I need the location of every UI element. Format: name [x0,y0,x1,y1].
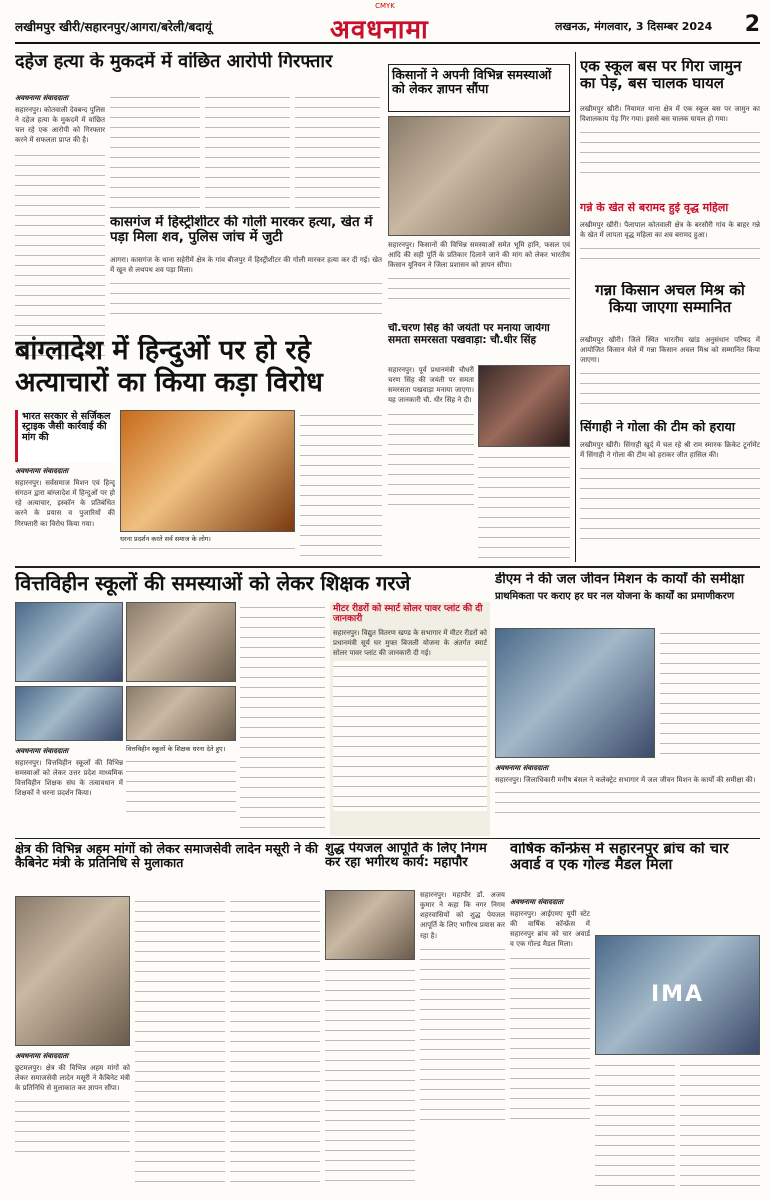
mussoorie-photo [15,896,130,1046]
kisan-headline: किसानों ने अपनी विभिन्न समस्याओं को लेकर ज्ञापन सौंपा [392,67,552,96]
school-photo-3 [15,686,123,741]
gunna-headline-area [580,282,760,332]
conference-lead: सहारनपुर। आईएमए यूपी स्टेट की वार्षिक कॉन्फ्रेंस में सहारनपुर ब्रांच को चार अवार्ड व एक गोल्ड मैडल मिला। [510,910,590,949]
school-caption-area [126,745,236,835]
mussoorie-lead: छुटमलपुर। क्षेत्र की विभिन्न अहम मांगों को लेकर समाजसेवी लादेन मसूरी ने कैबिनेट मंत्री के प्रतिनिधि से मुलाकात कर ज्ञापन सौंपा। [15,1064,130,1093]
bus-body [580,104,760,200]
gunna-text [580,368,760,408]
singahi-text [580,463,760,543]
mussoorie-text [15,1096,130,1156]
dm-lead: सहारनपुर। जिलाधिकारी मनीष बंसल ने कलेक्ट्रेट सभागार में जल जीवन मिशन के कार्यों की समीक्षा की। [495,776,756,784]
gunna-lead: लखीमपुर खीरी। जिले स्थित भारतीय खांड अनुसंधान परिषद में आयोजित किसान मेले में गन्ना किसान अचल मिश्र को सम्मानित किया जाएगा। [580,336,760,365]
section-divider [15,566,760,568]
singahi-headline: सिंगाही ने गोला की टीम को हराया [580,420,736,434]
shooting-body [110,255,382,335]
chaudhary-headline: चौ.चरण सिंह की जयंती पर मनाया जायेगा समता समरसता पखवाड़ा: चौ.धीर सिंह [388,323,550,346]
water-lead: सहारनपुर। महापौर डॉ. अजय कुमार ने कहा कि नगर निगम शहरवासियों को शुद्ध पेयजल आपूर्ति के लिए भगीरथ प्रयास कर रहा है। [420,891,505,940]
newspaper-logo: अवधनामा [330,15,429,44]
chaudhary-text [388,409,474,509]
bangladesh-photo [120,410,295,532]
dowry-lead: सहारनपुर। कोतवाली देवबन्द पुलिस ने दहेज हत्या के मुकदमें में वांछित चल रहे एक आरोपी को गिरफ्तार करने में सफलता प्राप्त की है। [15,106,105,145]
school-headline: वित्तविहीन स्कूलों की समस्याओं को लेकर शिक्षक गरजे [15,572,411,595]
bangladesh-caption-text [120,543,295,555]
body-headline-area [580,202,760,218]
water-text-col-2 [325,965,415,1188]
mussoorie-byline: अवधनामा संवाददाता [15,1052,69,1060]
dowry-byline: अवधनामा संवाददाता [15,94,69,102]
dowry-text-column-2 [110,92,200,212]
singahi-headline-area [580,420,760,438]
shooting-text [110,278,382,318]
bus-lead: लखीमपुर खीरी। नियामत थाना क्षेत्र में एक स्कूल बस पर जामुन का विशालकाय पेड़ गिर गया। इससे बस चालक घायल हो गया। [580,105,760,124]
singahi-lead: लखीमपुर खीरी। सिंगाही खुर्द में चल रहे श्री राम स्मारक क्रिकेट टूर्नामेंट में सिंगाही ने गोला की टीम को हराकर जीत हासिल की। [580,441,760,460]
bangladesh-headline: बांग्लादेश में हिन्दुओं पर हो रहे अत्याचारों का किया कड़ा विरोध [15,335,323,399]
chaudhary-body [388,365,474,560]
page-number: 2 [744,12,760,37]
bangladesh-sidebar-text: भारत सरकार से सर्जिकल स्ट्राइक जैसी कार्रवाई की मांग की [22,411,111,443]
bus-text [580,127,760,177]
dateline: लखनऊ, मंगलवार, 3 दिसम्बर 2024 [555,20,713,33]
conference-photo [595,935,760,1055]
mussoorie-body [15,1050,130,1188]
dm-byline: अवधनामा संवाददाता [495,764,549,772]
school-photo-2 [126,602,236,682]
dm-headline: डीएम ने की जल जीवन मिशन के कार्यों की समीक्षा [495,572,745,587]
section-divider-2 [15,838,760,839]
kisan-photo [388,116,570,236]
dowry-story-headline-area [15,52,380,78]
masthead [15,10,760,44]
solar-box [330,602,490,836]
kisan-body [388,240,570,320]
conference-headline: वार्षिक कॉन्फ्रेंस में सहारनपुर ब्रांच को चार अवार्ड व एक गोल्ड मैडल मिला [510,842,729,873]
school-headline-area [15,572,490,598]
body-text [580,243,760,265]
mussoorie-headline: क्षेत्र की विभिन्न अहम मांगों को लेकर समाजसेवी लादेन मसूरी ने की कैबिनेट मंत्री के प्रतिनिधि से मुलाकात [15,842,318,870]
chaudhary-portrait [478,365,570,447]
kisan-headline-box [388,64,570,112]
conference-byline: अवधनामा संवाददाता [510,898,564,906]
bangladesh-byline: अवधनामा संवाददाता [15,467,69,475]
conference-text [510,953,590,1123]
kisan-lead: सहारनपुर। किसानों की विभिन्न समस्याओं समेत भूमि हानि, फसल एवं आदि की सही पूर्ति के प्रतिकार दिलाने जाने की मांग को लेकर भारतीय किसान यूनियन ने जिला प्रशासन को ज्ञापन सौंपा। [388,241,570,270]
dm-text-col-1 [660,628,760,758]
mussoorie-headline-area [15,842,320,892]
body-headline: गन्ने के खेत से बरामद हुई वृद्ध महिला [580,202,729,214]
mussoorie-text-col-3 [230,896,320,1188]
bangladesh-lead: सहारनपुर। सर्वसमाज मिशन एवं हिन्दू संगठन द्वारा बांग्लादेश में हिन्दुओं पर हो रहे अत्याचार, इस्कॉन के प्रतिबंधित करने के प्रयास व पुजारियों की गिरफ्तारी का विरोध किया गया। [15,479,115,528]
dm-photo [495,628,655,758]
cmyk-marker: CMYK [375,2,395,10]
bus-headline-area [580,58,760,102]
conference-text-col-3 [680,1060,760,1188]
dowry-headline: दहेज हत्या के मुकदमें में वांछित आरोपी गिरफ्तार [15,52,333,72]
body-lead: लखीमपुर खीरी। पैलापाल कोतवाली क्षेत्र के बरसौरी गांव के बाहर गन्ने के खेत में लापता वृद्ध महिला का शव बरामद हुआ। [580,221,760,240]
solar-headline: मीटर रीडरों को स्मार्ट सोलर पावर प्लांट की दी जानकारी [333,604,483,624]
water-headline: शुद्ध पेयजल आपूर्ति के लिए निगम कर रहा भगीरथ कार्य: महापौर [325,842,487,871]
conference-body [510,896,590,1188]
water-headline-area [325,842,505,886]
dowry-text-columns [15,150,105,360]
school-caption: वित्तविहीन स्कूलों के शिक्षक धरना देते हुए। [126,745,226,753]
shooting-headline-area [110,215,382,251]
column-divider [575,52,576,562]
conference-text-col-2 [595,1060,675,1188]
bangladesh-sidebar [15,410,115,462]
kisan-text [388,273,570,303]
shooting-lead: आगरा। कासगंज के थाना सहेरीमें क्षेत्र के गांव बीजपुर में हिस्ट्रीशीटर की गोली मारकर हत्या कर दी गई। खेत में खून से लथपथ शव पड़ा मिला। [110,256,382,275]
solar-text [333,661,487,811]
school-text-2 [126,756,236,816]
school-photo-1 [15,602,123,682]
water-text [420,944,505,1124]
mussoorie-text-col-2 [135,896,225,1188]
school-photo-4 [126,686,236,741]
edition-list: लखीमपुर खीरी/सहारनपुर/आगरा/बरेली/बदायूं [15,20,212,34]
dm-text [495,787,760,817]
chaudhary-text-col-2 [478,452,570,560]
singahi-body [580,440,760,562]
bangladesh-headline-area [15,335,383,405]
body-story-body [580,220,760,278]
chaudhary-lead: सहारनपुर। पूर्व प्रधानमंत्री चौधरी चरण सिंह की जयंती पर समता समरसता पखवाड़ा मनाया जाएगा। यह जानकारी चौ. धीर सिंह ने दी। [388,366,474,405]
bangladesh-body [15,465,115,565]
chaudhary-headline-area [388,323,570,361]
conference-photo-text: IMA [650,981,705,1007]
dowry-text-column-3 [205,92,290,212]
school-byline: अवधनामा संवाददाता [15,747,69,755]
bangladesh-caption-area [120,535,295,563]
solar-lead: सहारनपुर। विद्युत वितरण खण्ड के सभागार में मीटर रीडरों को प्रधानमंत्री सूर्य घर मुफ्त बिजली योजना के अंतर्गत स्मार्ट सोलर पावर प्लांट की जानकारी दी गई। [333,628,487,658]
school-lead: सहारनपुर। वित्तविहीन स्कूलों की विभिन्न समस्याओं को लेकर उत्तर प्रदेश माध्यमिक वित्तविहीन शिक्षक संघ के तत्वावधान में शिक्षकों ने धरना प्रदर्शन किया। [15,759,123,798]
school-text-3 [240,602,325,834]
dowry-text-column-4 [295,92,380,212]
water-body [420,890,505,1188]
shooting-headline: कासगंज में हिस्ट्रीशीटर की गोली मारकर हत्या, खेत में पड़ा मिला शव, पुलिस जांच में जुटी [110,215,373,245]
dm-headline-area [495,572,760,624]
water-photo [325,890,415,960]
gunna-body [580,335,760,417]
gunna-headline: गन्ना किसान अचल मिश्र को किया जाएगा सम्मानित [595,282,745,316]
bangladesh-text-col [300,410,382,562]
dm-subheadline: प्राथमिकता पर कराए हर घर नल योजना के कार्यों का प्रमाणीकरण [495,590,735,602]
dm-body [495,762,760,834]
school-body [15,745,123,835]
bus-headline: एक स्कूल बस पर गिरा जामुन का पेड़, बस चालक घायल [580,58,742,92]
bangladesh-caption: धरना प्रदर्शन करते सर्व समाज के लोग। [120,535,211,543]
conference-headline-area [510,842,760,892]
